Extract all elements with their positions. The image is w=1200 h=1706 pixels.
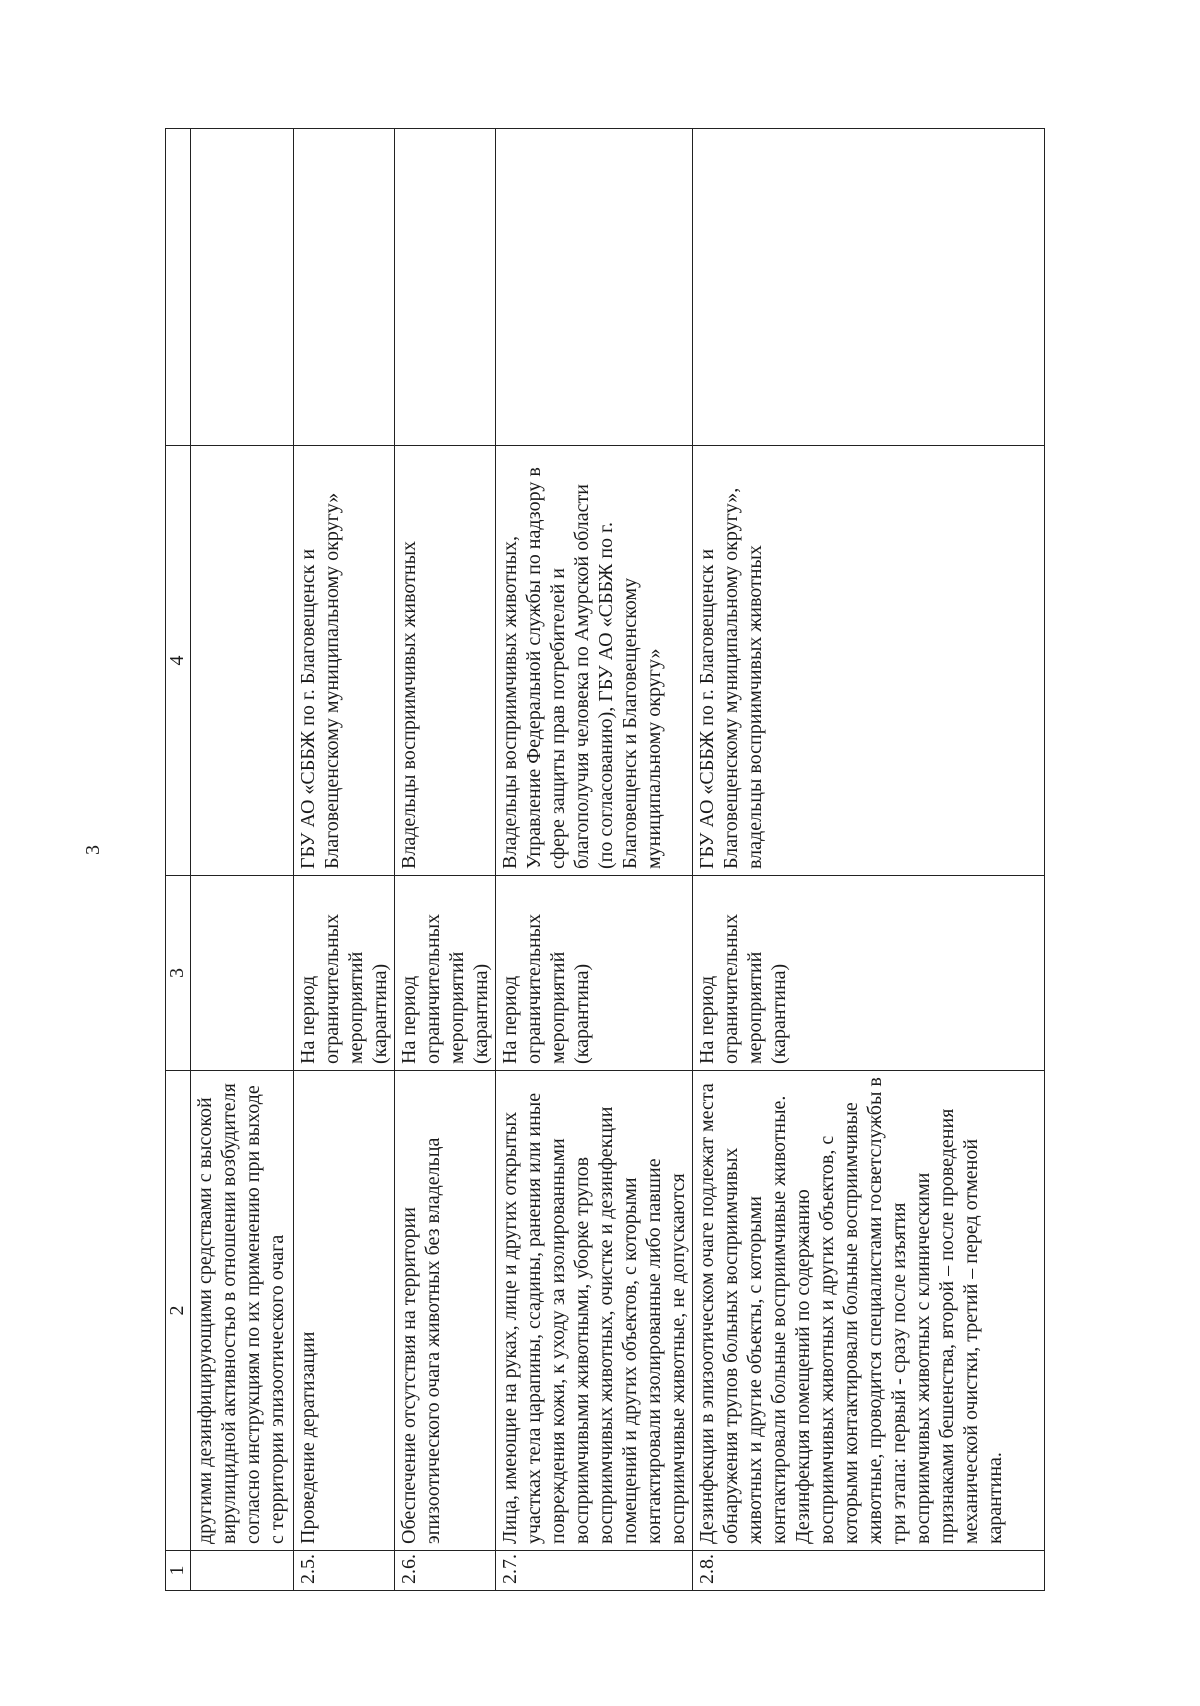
header-row <box>166 129 191 1591</box>
extra-cell <box>496 129 693 446</box>
table-row <box>693 129 1045 1591</box>
measure-cell: Дезинфекции в эпизоотическом очаге подлежат места обнаружения трупов больных восприимчивых животных и другие объекты, с которыми контактировали больные восприимчивые животные. Дезинфекция помещений по содержанию восприимчивых животных и других объектов, с которыми контактировали больные восприимчивые животные, проводится специалистами госветслужбы в три этапа: первый - сразу после изъятия восприимчивых животных с клиническими признаками бешенства, второй – после проведения механической очистки, третий – перед отменой карантина. <box>693 1071 1045 1551</box>
period-cell: На период ограничительных мероприятий (карантина) <box>294 876 395 1071</box>
extra-cell <box>294 129 395 446</box>
page-number: 3 <box>82 845 104 855</box>
period-cell: На период ограничительных мероприятий (карантина) <box>693 876 1045 1071</box>
responsible-cell: ГБУ АО «СББЖ по г. Благовещенск и Благовещенскому муниципальному округу» <box>294 446 395 876</box>
row-number: 2.8. <box>693 1551 1045 1591</box>
table-row <box>496 129 693 1591</box>
header-col-3: 3 <box>166 876 191 1071</box>
measure-cell: Обеспечение отсутствия на территории эпизоотического очага животных без владельца <box>395 1071 496 1551</box>
header-col-1: 1 <box>166 1551 191 1591</box>
table-row <box>191 129 294 1591</box>
extra-cell <box>395 129 496 446</box>
row-number: 2.6. <box>395 1551 496 1591</box>
header-col-4: 4 <box>166 446 191 876</box>
header-col-2: 2 <box>166 1071 191 1551</box>
measures-table <box>165 128 1045 1591</box>
measures-table-rotated <box>165 129 1045 1591</box>
table-row <box>294 129 395 1591</box>
responsible-cell: ГБУ АО «СББЖ по г. Благовещенск и Благовещенскому муниципальному округу», владельцы восприимчивых животных <box>693 446 1045 876</box>
table-row <box>395 129 496 1591</box>
row-number: 2.5. <box>294 1551 395 1591</box>
measure-cell: другими дезинфицирующими средствами с высокой вирулицидной активностью в отношении возбудителя согласно инструкциям по их применению при выходе с территории эпизоотического очага <box>191 1071 294 1551</box>
period-cell: На период ограничительных мероприятий (карантина) <box>395 876 496 1071</box>
measure-cell: Лица, имеющие на руках, лице и других открытых участках тела царапины, ссадины, ранения или иные повреждения кожи, к уходу за изолированными восприимчивыми животными, уборке трупов восприимчивых животных, очистке и дезинфекции помещений и других объектов, с которыми контактировали изолированные либо павшие восприимчивые животные, не допускаются <box>496 1071 693 1551</box>
header-col-5 <box>166 129 191 446</box>
responsible-cell: Владельцы восприимчивых животных <box>395 446 496 876</box>
extra-cell <box>693 129 1045 446</box>
row-number: 2.7. <box>496 1551 693 1591</box>
row-number <box>191 1551 294 1591</box>
extra-cell <box>191 129 294 446</box>
responsible-cell <box>191 446 294 876</box>
period-cell: На период ограничительных мероприятий (карантина) <box>496 876 693 1071</box>
responsible-cell: Владельцы восприимчивых животных, Управление Федеральной службы по надзору в сфере защиты прав потребителей и благополучия человека по Амурской области (по согласованию), ГБУ АО «СББЖ по г. Благовещенск и Благовещенскому муниципальному округу» <box>496 446 693 876</box>
measure-cell: Проведение дератизации <box>294 1071 395 1551</box>
period-cell <box>191 876 294 1071</box>
